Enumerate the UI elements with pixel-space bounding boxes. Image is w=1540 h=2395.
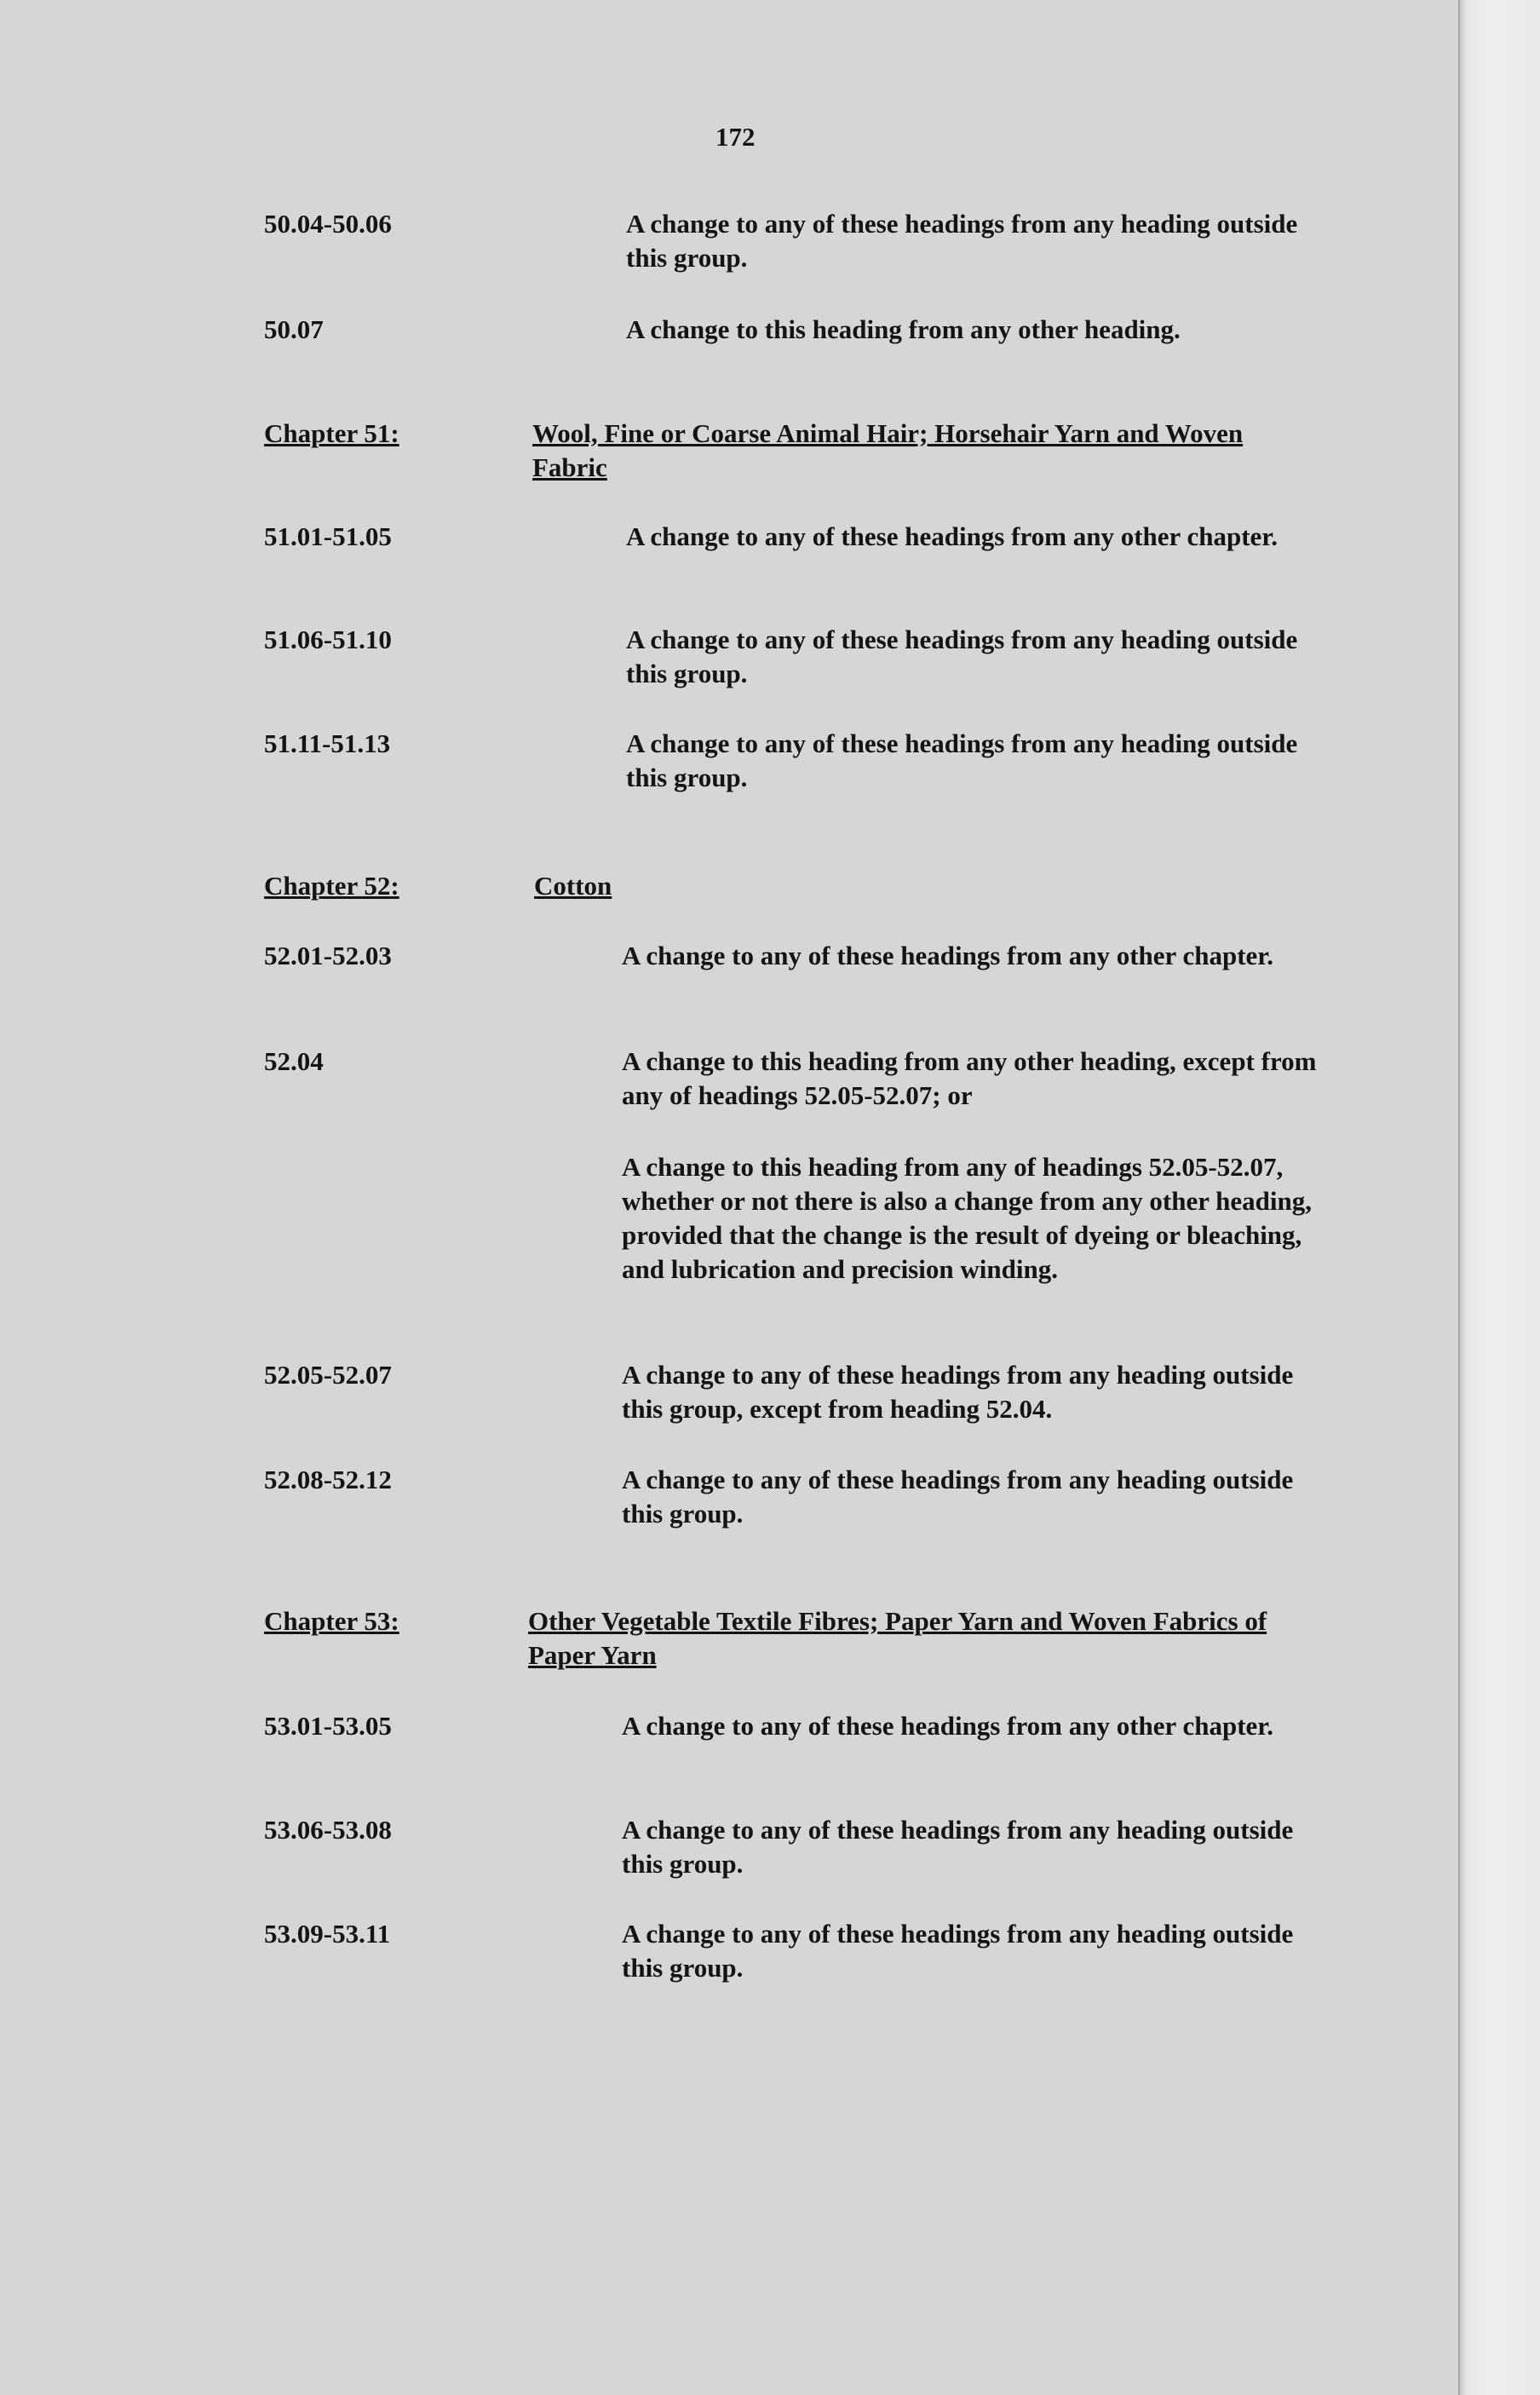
heading-code: 53.06-53.08: [264, 1815, 392, 1845]
chapter-title: Cotton: [534, 871, 612, 901]
heading-rule: A change to this heading from any other heading, except from any of headings 52.05-52.07; or: [622, 1046, 1317, 1110]
heading-rule: A change to any of these headings from any heading outside this group, except from heading 52.04.: [622, 1360, 1294, 1424]
heading-rule: A change to any of these headings from any other chapter.: [626, 521, 1278, 551]
heading-rule: A change to any of these headings from any heading outside this group.: [622, 1465, 1294, 1529]
heading-code: 50.07: [264, 314, 324, 344]
heading-code: 53.01-53.05: [264, 1711, 392, 1741]
heading-rule: A change to any of these headings from any heading outside this group.: [622, 1815, 1294, 1879]
heading-rule: A change to any of these headings from any heading outside this group.: [626, 209, 1298, 273]
heading-rule: A change to any of these headings from any other chapter.: [622, 1711, 1273, 1741]
chapter-label: Chapter 51:: [264, 418, 399, 448]
page-number: 172: [715, 122, 756, 152]
heading-rule: A change to any of these headings from any heading outside this group.: [626, 728, 1298, 792]
heading-rule-alternative: A change to this heading from any of headings 52.05-52.07, whether or not there is also a change from any other heading, provided that the change is the result of dyeing or bleaching, and lubrication and precision winding.: [622, 1152, 1313, 1284]
chapter-label: Chapter 53:: [264, 1606, 399, 1636]
heading-code: 52.08-52.12: [264, 1465, 392, 1494]
heading-code: 52.01-52.03: [264, 941, 392, 970]
heading-code: 50.04-50.06: [264, 209, 392, 239]
chapter-title: Wool, Fine or Coarse Animal Hair; Horsehair Yarn and Woven Fabric: [532, 418, 1244, 482]
heading-code: 51.01-51.05: [264, 521, 392, 551]
heading-rule: A change to any of these headings from any heading outside this group.: [622, 1919, 1294, 1983]
chapter-title: Other Vegetable Textile Fibres; Paper Yarn and Woven Fabrics of Paper Yarn: [528, 1606, 1267, 1670]
chapter-label: Chapter 52:: [264, 871, 399, 901]
heading-code: 51.06-51.10: [264, 625, 392, 654]
heading-rule: A change to this heading from any other heading.: [626, 314, 1181, 344]
page-edge: [1458, 0, 1540, 2395]
heading-rule: A change to any of these headings from any other chapter.: [622, 941, 1273, 970]
heading-code: 52.04: [264, 1046, 324, 1076]
heading-code: 52.05-52.07: [264, 1360, 392, 1390]
heading-code: 53.09-53.11: [264, 1919, 391, 1949]
heading-code: 51.11-51.13: [264, 728, 391, 758]
heading-rule: A change to any of these headings from any heading outside this group.: [626, 625, 1298, 688]
